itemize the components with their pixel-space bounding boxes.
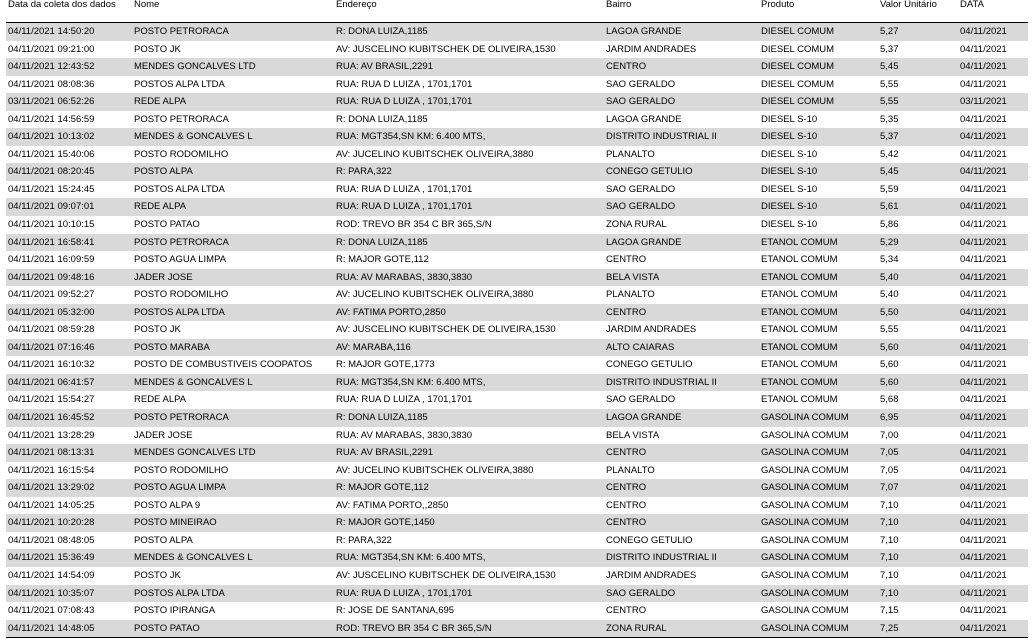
cell-produto[interactable]: ETANOL COMUM [761, 324, 838, 336]
table-row [6, 111, 1028, 129]
cell-valor[interactable]: 5,45 [880, 166, 899, 178]
cell-nome[interactable]: POSTOS ALPA LTDA [134, 306, 225, 318]
table-row [6, 76, 1028, 94]
cell-produto[interactable]: ETANOL COMUM [761, 376, 838, 388]
cell-bairro[interactable]: CONEGO GETULIO [606, 359, 693, 371]
cell-endereco[interactable]: RUA: MGT354,SN KM: 6.400 MTS, [336, 376, 486, 388]
header-bairro[interactable]: Bairro [606, 0, 632, 10]
cell-nome[interactable]: MENDES GONCALVES LTD [134, 447, 256, 459]
cell-data[interactable]: 04/11/2021 [960, 569, 1007, 581]
cell-data[interactable]: 04/11/2021 [960, 376, 1007, 388]
cell-data[interactable]: 04/11/2021 [960, 131, 1007, 143]
table-row [6, 356, 1028, 374]
cell-nome[interactable]: REDE ALPA [134, 96, 187, 108]
cell-produto[interactable]: DIESEL S-10 [761, 113, 818, 125]
cell-valor[interactable]: 7,25 [880, 622, 899, 634]
cell-data[interactable]: 04/11/2021 [960, 412, 1007, 424]
cell-bairro[interactable]: CONEGO GETULIO [606, 166, 693, 178]
cell-valor[interactable]: 5,55 [880, 324, 899, 336]
cell-endereco[interactable]: R: DONA LUIZA,1185 [336, 26, 428, 37]
cell-valor[interactable]: 7,10 [880, 569, 899, 581]
cell-data-coleta[interactable]: 04/11/2021 09:07:01 [8, 201, 95, 213]
cell-data[interactable]: 04/11/2021 [960, 447, 1007, 459]
cell-data[interactable]: 04/11/2021 [960, 306, 1007, 318]
cell-valor[interactable]: 5,35 [880, 113, 899, 125]
cell-data-coleta[interactable]: 04/11/2021 08:48:05 [8, 534, 95, 546]
table-row [6, 427, 1028, 445]
cell-data[interactable]: 04/11/2021 [960, 183, 1007, 195]
cell-produto[interactable]: DIESEL S-10 [761, 148, 818, 160]
cell-bairro[interactable]: CONEGO GETULIO [606, 534, 693, 546]
cell-nome[interactable]: REDE ALPA [134, 201, 187, 213]
cell-data-coleta[interactable]: 04/11/2021 13:28:29 [8, 429, 95, 441]
cell-bairro[interactable]: CENTRO [606, 517, 647, 529]
cell-endereco[interactable]: AV: FATIMA PORTO,,2850 [336, 499, 449, 511]
cell-endereco[interactable]: RUA: AV BRASIL,2291 [336, 61, 433, 73]
table-row [6, 41, 1028, 59]
cell-data[interactable]: 04/11/2021 [960, 219, 1007, 231]
cell-produto[interactable]: DIESEL COMUM [761, 96, 835, 108]
table-row [6, 163, 1028, 181]
cell-bairro[interactable]: JARDIM ANDRADES [606, 569, 697, 581]
cell-endereco[interactable]: RUA: RUA D LUIZA , 1701,1701 [336, 394, 473, 406]
cell-valor[interactable]: 7,05 [880, 447, 899, 459]
cell-data[interactable]: 04/11/2021 [960, 499, 1007, 511]
cell-data-coleta[interactable]: 04/11/2021 10:10:15 [8, 219, 95, 231]
table-header [6, 0, 1028, 23]
cell-endereco[interactable]: ROD: TREVO BR 354 C BR 365,S/N [336, 219, 492, 231]
cell-produto[interactable]: ETANOL COMUM [761, 289, 838, 301]
cell-nome[interactable]: POSTO AGUA LIMPA [134, 482, 227, 494]
cell-endereco[interactable]: RUA: RUA D LUIZA , 1701,1701 [336, 587, 473, 599]
table-row [6, 532, 1028, 550]
cell-produto[interactable]: DIESEL S-10 [761, 131, 818, 143]
cell-data-coleta[interactable]: 04/11/2021 09:52:27 [8, 289, 95, 301]
cell-valor[interactable]: 5,40 [880, 289, 899, 301]
cell-nome[interactable]: POSTO PATAO [134, 622, 200, 634]
cell-valor[interactable]: 5,60 [880, 341, 899, 353]
cell-valor[interactable]: 5,37 [880, 43, 899, 55]
cell-valor[interactable]: 5,42 [880, 148, 899, 160]
cell-endereco[interactable]: ROD: TREVO BR 354 C BR 365,S/N [336, 622, 492, 634]
cell-produto[interactable]: ETANOL COMUM [761, 394, 838, 406]
table-row [6, 462, 1028, 480]
table-row [6, 514, 1028, 532]
cell-produto[interactable]: GASOLINA COMUM [761, 429, 849, 441]
cell-data[interactable]: 04/11/2021 [960, 43, 1007, 55]
table-row [6, 286, 1028, 304]
cell-valor[interactable]: 5,55 [880, 96, 899, 108]
table-row [6, 602, 1028, 620]
table-row [6, 251, 1028, 269]
cell-endereco[interactable]: AV: MARABA,116 [336, 341, 411, 353]
cell-nome[interactable]: POSTO JK [134, 324, 181, 336]
cell-endereco[interactable]: R: MAJOR GOTE,112 [336, 254, 429, 266]
cell-data[interactable]: 04/11/2021 [960, 324, 1007, 336]
cell-valor[interactable]: 5,37 [880, 131, 899, 143]
cell-produto[interactable]: GASOLINA COMUM [761, 569, 849, 581]
table-row [6, 444, 1028, 462]
cell-data-coleta[interactable]: 04/11/2021 09:48:16 [8, 271, 95, 283]
cell-data[interactable]: 04/11/2021 [960, 587, 1007, 599]
cell-data-coleta[interactable]: 04/11/2021 05:32:00 [8, 306, 95, 318]
table-row [6, 198, 1028, 216]
cell-valor[interactable]: 5,45 [880, 61, 899, 73]
cell-bairro[interactable]: BELA VISTA [606, 271, 660, 283]
cell-valor[interactable]: 7,05 [880, 464, 899, 476]
cell-data[interactable]: 04/11/2021 [960, 464, 1007, 476]
cell-produto[interactable]: DIESEL S-10 [761, 219, 818, 231]
cell-endereco[interactable]: RUA: MGT354,SN KM: 6.400 MTS, [336, 552, 486, 564]
cell-valor[interactable]: 7,07 [880, 482, 899, 494]
cell-nome[interactable]: POSTOS ALPA LTDA [134, 78, 225, 90]
cell-data-coleta[interactable]: 04/11/2021 08:08:36 [8, 78, 95, 90]
cell-valor[interactable]: 6,95 [880, 412, 899, 424]
cell-endereco[interactable]: R: DONA LUIZA,1185 [336, 236, 428, 248]
table-row [6, 234, 1028, 252]
cell-produto[interactable]: GASOLINA COMUM [761, 517, 849, 529]
cell-data[interactable]: 04/11/2021 [960, 517, 1007, 529]
cell-endereco[interactable]: R: PARA,322 [336, 166, 392, 178]
cell-bairro[interactable]: CENTRO [606, 447, 647, 459]
cell-endereco[interactable]: RUA: AV MARABAS, 3830,3830 [336, 271, 473, 283]
cell-valor[interactable]: 7,15 [880, 605, 899, 617]
cell-valor[interactable]: 5,27 [880, 26, 899, 37]
cell-bairro[interactable]: ALTO CAIARAS [606, 341, 675, 353]
cell-produto[interactable]: GASOLINA COMUM [761, 499, 849, 511]
cell-bairro[interactable]: DISTRITO INDUSTRIAL II [606, 376, 717, 388]
cell-produto[interactable]: GASOLINA COMUM [761, 412, 849, 424]
table-row [6, 146, 1028, 164]
cell-bairro[interactable]: JARDIM ANDRADES [606, 43, 697, 55]
cell-bairro[interactable]: ZONA RURAL [606, 622, 667, 634]
cell-data-coleta[interactable]: 04/11/2021 14:50:20 [8, 26, 95, 37]
cell-data[interactable]: 04/11/2021 [960, 394, 1007, 406]
table-row [6, 128, 1028, 146]
cell-endereco[interactable]: AV: JUSCELINO KUBITSCHEK DE OLIVEIRA,1530 [336, 324, 556, 336]
cell-data[interactable]: 04/11/2021 [960, 201, 1007, 213]
cell-produto[interactable]: GASOLINA COMUM [761, 587, 849, 599]
cell-produto[interactable]: DIESEL S-10 [761, 201, 818, 213]
cell-endereco[interactable]: R: JOSE DE SANTANA,695 [336, 605, 455, 617]
cell-endereco[interactable]: R: DONA LUIZA,1185 [336, 113, 428, 125]
table-row [6, 304, 1028, 322]
table-row [6, 585, 1028, 603]
cell-endereco[interactable]: R: MAJOR GOTE,112 [336, 482, 429, 494]
cell-bairro[interactable]: CENTRO [606, 61, 647, 73]
cell-produto[interactable]: ETANOL COMUM [761, 341, 838, 353]
cell-data-coleta[interactable]: 04/11/2021 10:13:02 [8, 131, 95, 143]
cell-valor[interactable]: 7,10 [880, 499, 899, 511]
cell-endereco[interactable]: AV: FATIMA PORTO,2850 [336, 306, 446, 318]
cell-data[interactable]: 04/11/2021 [960, 359, 1007, 371]
table-row [6, 269, 1028, 287]
cell-data-coleta[interactable]: 04/11/2021 15:54:27 [8, 394, 95, 406]
cell-produto[interactable]: ETANOL COMUM [761, 271, 838, 283]
cell-produto[interactable]: ETANOL COMUM [761, 236, 838, 248]
cell-nome[interactable]: JADER JOSE [134, 271, 193, 283]
cell-data[interactable]: 03/11/2021 [960, 96, 1007, 108]
table-row [6, 374, 1028, 392]
table-row [6, 549, 1028, 567]
table-row [6, 391, 1028, 409]
header-data[interactable]: DATA [960, 0, 984, 10]
cell-valor[interactable]: 5,59 [880, 183, 899, 195]
cell-bairro[interactable]: DISTRITO INDUSTRIAL II [606, 552, 717, 564]
cell-endereco[interactable]: AV: JUCELINO KUBITSCHEK OLIVEIRA,3880 [336, 464, 534, 476]
table-row [6, 181, 1028, 199]
table-row [6, 216, 1028, 234]
table-row [6, 321, 1028, 339]
header-data-coleta[interactable]: Data da coleta dos dados [8, 0, 116, 10]
cell-data-coleta[interactable]: 04/11/2021 14:56:59 [8, 113, 95, 125]
cell-endereco[interactable]: AV: JUCELINO KUBITSCHEK OLIVEIRA,3880 [336, 289, 534, 301]
cell-data[interactable]: 04/11/2021 [960, 534, 1007, 546]
cell-data-coleta[interactable]: 04/11/2021 08:59:28 [8, 324, 95, 336]
cell-nome[interactable]: POSTO JK [134, 43, 181, 55]
header-produto[interactable]: Produto [761, 0, 795, 10]
cell-produto[interactable]: DIESEL COMUM [761, 78, 835, 90]
cell-data-coleta[interactable]: 04/11/2021 15:36:49 [8, 552, 95, 564]
table-row [6, 339, 1028, 357]
cell-produto[interactable]: GASOLINA COMUM [761, 552, 849, 564]
table-row [6, 620, 1028, 638]
cell-data[interactable]: 04/11/2021 [960, 113, 1007, 125]
cell-bairro[interactable]: PLANALTO [606, 464, 655, 476]
cell-bairro[interactable]: DISTRITO INDUSTRIAL II [606, 131, 717, 143]
cell-bairro[interactable]: JARDIM ANDRADES [606, 324, 697, 336]
cell-endereco[interactable]: R: MAJOR GOTE,1773 [336, 359, 435, 371]
cell-nome[interactable]: POSTO AGUA LIMPA [134, 254, 227, 266]
cell-valor[interactable]: 5,50 [880, 306, 899, 318]
cell-nome[interactable]: POSTO RODOMILHO [134, 464, 229, 476]
cell-bairro[interactable]: CENTRO [606, 499, 647, 511]
cell-data-coleta[interactable]: 04/11/2021 06:41:57 [8, 376, 95, 388]
cell-endereco[interactable]: R: DONA LUIZA,1185 [336, 412, 428, 424]
cell-data-coleta[interactable]: 04/11/2021 10:20:28 [8, 517, 95, 529]
cell-data-coleta[interactable]: 04/11/2021 16:15:54 [8, 464, 95, 476]
cell-nome[interactable]: POSTO PETRORACA [134, 26, 229, 37]
cell-valor[interactable]: 7,10 [880, 534, 899, 546]
cell-bairro[interactable]: SAO GERALDO [606, 183, 676, 195]
table-row [6, 567, 1028, 585]
cell-nome[interactable]: POSTO MARABA [134, 341, 210, 353]
cell-data-coleta[interactable]: 04/11/2021 08:13:31 [8, 447, 95, 459]
cell-endereco[interactable]: RUA: AV BRASIL,2291 [336, 447, 433, 459]
header-valor-unitario[interactable]: Valor Unitário [880, 0, 937, 10]
cell-data-coleta[interactable]: 04/11/2021 14:05:25 [8, 499, 95, 511]
cell-bairro[interactable]: LAGOA GRANDE [606, 113, 682, 125]
cell-nome[interactable]: MENDES GONCALVES LTD [134, 61, 256, 73]
cell-produto[interactable]: GASOLINA COMUM [761, 482, 849, 494]
cell-produto[interactable]: GASOLINA COMUM [761, 622, 849, 634]
cell-valor[interactable]: 7,10 [880, 517, 899, 529]
cell-valor[interactable]: 5,60 [880, 359, 899, 371]
cell-data[interactable]: 04/11/2021 [960, 605, 1007, 617]
cell-nome[interactable]: POSTO JK [134, 569, 181, 581]
cell-nome[interactable]: POSTO PATAO [134, 219, 200, 231]
cell-data[interactable]: 04/11/2021 [960, 622, 1007, 634]
cell-produto[interactable]: DIESEL COMUM [761, 26, 835, 37]
cell-data[interactable]: 04/11/2021 [960, 482, 1007, 494]
cell-bairro[interactable]: PLANALTO [606, 148, 655, 160]
cell-nome[interactable]: POSTO DE COMBUSTIVEIS COOPATOS [134, 359, 313, 371]
cell-bairro[interactable]: SAO GERALDO [606, 78, 676, 90]
cell-bairro[interactable]: SAO GERALDO [606, 96, 676, 108]
cell-valor[interactable]: 5,40 [880, 271, 899, 283]
cell-bairro[interactable]: CENTRO [606, 605, 647, 617]
cell-data-coleta[interactable]: 04/11/2021 13:29:02 [8, 482, 95, 494]
cell-data-coleta[interactable]: 04/11/2021 08:20:45 [8, 166, 95, 178]
cell-data-coleta[interactable]: 04/11/2021 14:54:09 [8, 569, 95, 581]
cell-data[interactable]: 04/11/2021 [960, 78, 1007, 90]
cell-bairro[interactable]: SAO GERALDO [606, 587, 676, 599]
cell-nome[interactable]: MENDES & GONCALVES L [134, 376, 253, 388]
cell-data[interactable]: 04/11/2021 [960, 254, 1007, 266]
cell-produto[interactable]: GASOLINA COMUM [761, 447, 849, 459]
table-body [6, 23, 1028, 637]
cell-bairro[interactable]: SAO GERALDO [606, 201, 676, 213]
cell-nome[interactable]: POSTO PETRORACA [134, 236, 229, 248]
cell-bairro[interactable]: CENTRO [606, 306, 647, 318]
table-row [6, 23, 1028, 41]
cell-produto[interactable]: GASOLINA COMUM [761, 605, 849, 617]
cell-bairro[interactable]: CENTRO [606, 254, 647, 266]
cell-data[interactable]: 04/11/2021 [960, 341, 1007, 353]
cell-produto[interactable]: ETANOL COMUM [761, 254, 838, 266]
cell-bairro[interactable]: ZONA RURAL [606, 219, 667, 231]
cell-nome[interactable]: POSTO RODOMILHO [134, 289, 229, 301]
cell-data[interactable]: 04/11/2021 [960, 26, 1007, 37]
header-nome[interactable]: Nome [134, 0, 160, 10]
cell-bairro[interactable]: LAGOA GRANDE [606, 412, 682, 424]
cell-data-coleta[interactable]: 04/11/2021 16:45:52 [8, 412, 95, 424]
cell-nome[interactable]: POSTO ALPA [134, 534, 193, 546]
cell-produto[interactable]: ETANOL COMUM [761, 306, 838, 318]
cell-data-coleta[interactable]: 04/11/2021 07:08:43 [8, 605, 95, 617]
cell-produto[interactable]: DIESEL COMUM [761, 61, 835, 73]
cell-data-coleta[interactable]: 04/11/2021 16:10:32 [8, 359, 95, 371]
cell-nome[interactable]: JADER JOSE [134, 429, 193, 441]
cell-bairro[interactable]: LAGOA GRANDE [606, 26, 682, 37]
table-row [6, 409, 1028, 427]
cell-nome[interactable]: POSTO PETRORACA [134, 113, 229, 125]
cell-data[interactable]: 04/11/2021 [960, 236, 1007, 248]
cell-valor[interactable]: 7,10 [880, 552, 899, 564]
cell-nome[interactable]: POSTO PETRORACA [134, 412, 229, 424]
cell-data-coleta[interactable]: 04/11/2021 14:48:05 [8, 622, 95, 634]
cell-endereco[interactable]: RUA: MGT354,SN KM: 6.400 MTS, [336, 131, 486, 143]
cell-data[interactable]: 04/11/2021 [960, 166, 1007, 178]
cell-bairro[interactable]: LAGOA GRANDE [606, 236, 682, 248]
cell-valor[interactable]: 5,61 [880, 201, 899, 213]
cell-data-coleta[interactable]: 04/11/2021 10:35:07 [8, 587, 95, 599]
cell-endereco[interactable]: AV: JUSCELINO KUBITSCHEK DE OLIVEIRA,1530 [336, 569, 556, 581]
table-row [6, 93, 1028, 111]
cell-endereco[interactable]: R: PARA,322 [336, 534, 392, 546]
cell-data[interactable]: 04/11/2021 [960, 289, 1007, 301]
table-row [6, 479, 1028, 497]
cell-data[interactable]: 04/11/2021 [960, 552, 1007, 564]
cell-valor[interactable]: 5,60 [880, 376, 899, 388]
cell-nome[interactable]: POSTO MINEIRAO [134, 517, 217, 529]
cell-valor[interactable]: 7,10 [880, 587, 899, 599]
cell-data-coleta[interactable]: 04/11/2021 16:58:41 [8, 236, 95, 248]
cell-nome[interactable]: POSTOS ALPA LTDA [134, 587, 225, 599]
cell-valor[interactable]: 5,55 [880, 78, 899, 90]
cell-data[interactable]: 04/11/2021 [960, 429, 1007, 441]
cell-bairro[interactable]: CENTRO [606, 482, 647, 494]
cell-bairro[interactable]: BELA VISTA [606, 429, 660, 441]
cell-valor[interactable]: 5,29 [880, 236, 899, 248]
table-row [6, 58, 1028, 76]
cell-produto[interactable]: DIESEL S-10 [761, 183, 818, 195]
cell-nome[interactable]: POSTOS ALPA LTDA [134, 183, 225, 195]
cell-data-coleta[interactable]: 04/11/2021 12:43:52 [8, 61, 95, 73]
cell-nome[interactable]: MENDES & GONCALVES L [134, 552, 253, 564]
cell-data[interactable]: 04/11/2021 [960, 61, 1007, 73]
cell-nome[interactable]: POSTO ALPA 9 [134, 499, 201, 511]
cell-valor[interactable]: 5,34 [880, 254, 899, 266]
cell-nome[interactable]: MENDES & GONCALVES L [134, 131, 253, 143]
cell-nome[interactable]: POSTO IPIRANGA [134, 605, 216, 617]
cell-endereco[interactable]: RUA: RUA D LUIZA , 1701,1701 [336, 201, 473, 213]
cell-produto[interactable]: GASOLINA COMUM [761, 534, 849, 546]
cell-produto[interactable]: GASOLINA COMUM [761, 464, 849, 476]
cell-data-coleta[interactable]: 04/11/2021 15:24:45 [8, 183, 95, 195]
cell-endereco[interactable]: AV: JUCELINO KUBITSCHEK OLIVEIRA,3880 [336, 148, 534, 160]
cell-data-coleta[interactable]: 04/11/2021 09:21:00 [8, 43, 95, 55]
cell-valor[interactable]: 5,86 [880, 219, 899, 231]
cell-data[interactable]: 04/11/2021 [960, 148, 1007, 160]
header-endereco[interactable]: Endereço [336, 0, 377, 10]
cell-endereco[interactable]: AV: JUSCELINO KUBITSCHEK DE OLIVEIRA,1530 [336, 43, 556, 55]
cell-valor[interactable]: 5,68 [880, 394, 899, 406]
cell-endereco[interactable]: RUA: AV MARABAS, 3830,3830 [336, 429, 473, 441]
cell-endereco[interactable]: RUA: RUA D LUIZA , 1701,1701 [336, 96, 473, 108]
cell-produto[interactable]: DIESEL S-10 [761, 166, 818, 178]
cell-data-coleta[interactable]: 03/11/2021 06:52:26 [8, 96, 95, 108]
cell-produto[interactable]: ETANOL COMUM [761, 359, 838, 371]
cell-produto[interactable]: DIESEL COMUM [761, 43, 835, 55]
table-bottom-border [6, 637, 1028, 638]
cell-data-coleta[interactable]: 04/11/2021 07:16:46 [8, 341, 95, 353]
cell-endereco[interactable]: RUA: RUA D LUIZA , 1701,1701 [336, 183, 473, 195]
cell-nome[interactable]: REDE ALPA [134, 394, 187, 406]
cell-valor[interactable]: 7,00 [880, 429, 899, 441]
table-row [6, 497, 1028, 515]
cell-nome[interactable]: POSTO ALPA [134, 166, 193, 178]
spreadsheet-table [6, 0, 1028, 637]
cell-data-coleta[interactable]: 04/11/2021 16:09:59 [8, 254, 95, 266]
cell-bairro[interactable]: PLANALTO [606, 289, 655, 301]
cell-nome[interactable]: POSTO RODOMILHO [134, 148, 229, 160]
cell-bairro[interactable]: SAO GERALDO [606, 394, 676, 406]
cell-endereco[interactable]: R: MAJOR GOTE,1450 [336, 517, 435, 529]
cell-data-coleta[interactable]: 04/11/2021 15:40:06 [8, 148, 95, 160]
cell-data[interactable]: 04/11/2021 [960, 271, 1007, 283]
cell-endereco[interactable]: RUA: RUA D LUIZA , 1701,1701 [336, 78, 473, 90]
